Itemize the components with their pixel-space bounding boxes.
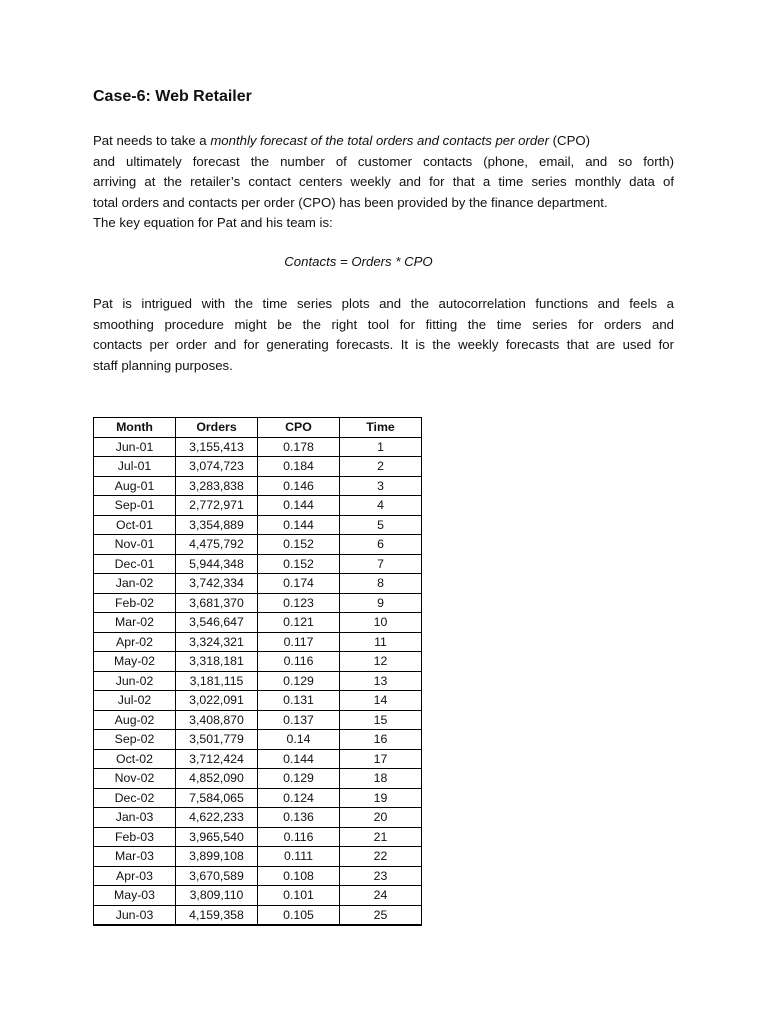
cell-month: Dec-01 <box>94 554 176 574</box>
table-row <box>94 710 422 730</box>
table-row <box>94 788 422 808</box>
cell-time: 16 <box>340 730 422 750</box>
cell-cpo: 0.129 <box>258 769 340 789</box>
table-row <box>94 866 422 886</box>
table-row <box>94 593 422 613</box>
second-line-1: Pat is intrigued with the time series plots and the autocorrelation functions and feels a <box>93 296 674 311</box>
cell-month: Dec-02 <box>94 788 176 808</box>
cell-cpo: 0.178 <box>258 437 340 457</box>
cell-cpo: 0.117 <box>258 632 340 652</box>
table-row <box>94 827 422 847</box>
cell-cpo: 0.146 <box>258 476 340 496</box>
table-row <box>94 515 422 535</box>
cell-cpo: 0.144 <box>258 749 340 769</box>
cell-cpo: 0.121 <box>258 613 340 633</box>
table-row <box>94 886 422 906</box>
second-line-4: staff planning purposes. <box>93 357 233 373</box>
cell-time: 25 <box>340 905 422 925</box>
cell-orders: 3,318,181 <box>176 652 258 672</box>
cell-time: 2 <box>340 457 422 477</box>
table-row <box>94 613 422 633</box>
cell-orders: 2,772,971 <box>176 496 258 516</box>
cell-month: Apr-03 <box>94 866 176 886</box>
cell-cpo: 0.105 <box>258 905 340 925</box>
table-row <box>94 847 422 867</box>
table-row <box>94 671 422 691</box>
table-row <box>94 457 422 477</box>
intro-line-1-start: Pat needs to take a <box>93 133 211 148</box>
cell-cpo: 0.124 <box>258 788 340 808</box>
cell-time: 1 <box>340 437 422 457</box>
cell-month: May-03 <box>94 886 176 906</box>
cell-orders: 4,852,090 <box>176 769 258 789</box>
cell-time: 10 <box>340 613 422 633</box>
table-header-row <box>94 418 422 438</box>
table-row <box>94 535 422 555</box>
cell-time: 7 <box>340 554 422 574</box>
table-row <box>94 437 422 457</box>
second-line-3: contacts per order and for generating forecasts. It is the weekly forecasts that are used for <box>93 337 674 352</box>
cell-time: 19 <box>340 788 422 808</box>
cell-time: 17 <box>340 749 422 769</box>
cell-cpo: 0.137 <box>258 710 340 730</box>
cell-time: 14 <box>340 691 422 711</box>
cell-time: 13 <box>340 671 422 691</box>
key-equation: Contacts = Orders * CPO <box>284 254 433 269</box>
intro-line-3: arriving at the retailer’s contact centers weekly and for that a time series monthly data of <box>93 174 674 189</box>
table-row <box>94 632 422 652</box>
cell-time: 22 <box>340 847 422 867</box>
cell-orders: 3,155,413 <box>176 437 258 457</box>
cell-orders: 3,742,334 <box>176 574 258 594</box>
cell-time: 20 <box>340 808 422 828</box>
table-body <box>94 437 422 925</box>
intro-line-4: total orders and contacts per order (CPO) has been provided by the finance department. <box>93 194 608 210</box>
cell-cpo: 0.136 <box>258 808 340 828</box>
cell-orders: 3,324,321 <box>176 632 258 652</box>
table-row <box>94 476 422 496</box>
cell-orders: 4,159,358 <box>176 905 258 925</box>
table-row <box>94 905 422 925</box>
table-row <box>94 769 422 789</box>
cell-time: 24 <box>340 886 422 906</box>
cell-time: 5 <box>340 515 422 535</box>
cell-time: 23 <box>340 866 422 886</box>
table-row <box>94 652 422 672</box>
cell-cpo: 0.174 <box>258 574 340 594</box>
cell-cpo: 0.111 <box>258 847 340 867</box>
cell-cpo: 0.129 <box>258 671 340 691</box>
cell-month: Jan-03 <box>94 808 176 828</box>
intro-line-1-end: (CPO) <box>548 133 591 148</box>
cell-orders: 3,408,870 <box>176 710 258 730</box>
cell-orders: 4,475,792 <box>176 535 258 555</box>
cell-time: 8 <box>340 574 422 594</box>
table-row <box>94 730 422 750</box>
cell-month: Apr-02 <box>94 632 176 652</box>
header-time: Time <box>340 418 422 438</box>
cell-month: Mar-03 <box>94 847 176 867</box>
cell-cpo: 0.108 <box>258 866 340 886</box>
cell-month: Sep-02 <box>94 730 176 750</box>
cell-orders: 3,712,424 <box>176 749 258 769</box>
cell-month: Nov-01 <box>94 535 176 555</box>
cell-orders: 5,944,348 <box>176 554 258 574</box>
cell-orders: 3,074,723 <box>176 457 258 477</box>
table-row <box>94 574 422 594</box>
table-row <box>94 808 422 828</box>
cell-orders: 3,181,115 <box>176 671 258 691</box>
page-title: Case-6: Web Retailer <box>93 88 252 105</box>
intro-paragraph <box>93 131 674 234</box>
cell-time: 3 <box>340 476 422 496</box>
cell-cpo: 0.116 <box>258 652 340 672</box>
cell-month: Aug-01 <box>94 476 176 496</box>
table-row <box>94 496 422 516</box>
cell-orders: 3,022,091 <box>176 691 258 711</box>
cell-orders: 3,283,838 <box>176 476 258 496</box>
cell-orders: 3,965,540 <box>176 827 258 847</box>
intro-line-1-emphasis: monthly forecast of the total orders and contacts per order <box>210 133 549 148</box>
cell-cpo: 0.152 <box>258 535 340 555</box>
cell-cpo: 0.144 <box>258 515 340 535</box>
cell-time: 18 <box>340 769 422 789</box>
cell-month: Aug-02 <box>94 710 176 730</box>
cell-time: 12 <box>340 652 422 672</box>
cell-time: 9 <box>340 593 422 613</box>
intro-line-1 <box>93 131 674 152</box>
cell-cpo: 0.152 <box>258 554 340 574</box>
cell-orders: 3,501,779 <box>176 730 258 750</box>
cell-time: 11 <box>340 632 422 652</box>
cell-orders: 7,584,065 <box>176 788 258 808</box>
cell-orders: 4,622,233 <box>176 808 258 828</box>
cell-orders: 3,354,889 <box>176 515 258 535</box>
cell-month: Jul-02 <box>94 691 176 711</box>
cell-cpo: 0.116 <box>258 827 340 847</box>
cell-orders: 3,670,589 <box>176 866 258 886</box>
cell-cpo: 0.123 <box>258 593 340 613</box>
cell-cpo: 0.131 <box>258 691 340 711</box>
intro-line-2: and ultimately forecast the number of customer contacts (phone, email, and so forth) <box>93 153 674 169</box>
cell-month: Oct-01 <box>94 515 176 535</box>
cell-cpo: 0.14 <box>258 730 340 750</box>
second-paragraph <box>93 294 674 376</box>
cell-month: Jul-01 <box>94 457 176 477</box>
cell-cpo: 0.144 <box>258 496 340 516</box>
table-row <box>94 691 422 711</box>
cell-month: Feb-03 <box>94 827 176 847</box>
cell-month: Jun-01 <box>94 437 176 457</box>
cell-time: 4 <box>340 496 422 516</box>
cell-time: 21 <box>340 827 422 847</box>
cell-time: 15 <box>340 710 422 730</box>
header-cpo: CPO <box>258 418 340 438</box>
cell-month: Jun-03 <box>94 905 176 925</box>
header-orders: Orders <box>176 418 258 438</box>
orders-cpo-table <box>93 417 422 926</box>
cell-orders: 3,681,370 <box>176 593 258 613</box>
table-row <box>94 554 422 574</box>
intro-line-5: The key equation for Pat and his team is: <box>93 215 333 230</box>
cell-month: Oct-02 <box>94 749 176 769</box>
cell-month: Mar-02 <box>94 613 176 633</box>
cell-month: May-02 <box>94 652 176 672</box>
cell-month: Nov-02 <box>94 769 176 789</box>
cell-time: 6 <box>340 535 422 555</box>
cell-month: Sep-01 <box>94 496 176 516</box>
cell-month: Jun-02 <box>94 671 176 691</box>
cell-orders: 3,809,110 <box>176 886 258 906</box>
cell-cpo: 0.101 <box>258 886 340 906</box>
cell-orders: 3,546,647 <box>176 613 258 633</box>
cell-cpo: 0.184 <box>258 457 340 477</box>
cell-month: Jan-02 <box>94 574 176 594</box>
cell-orders: 3,899,108 <box>176 847 258 867</box>
table-row <box>94 749 422 769</box>
cell-month: Feb-02 <box>94 593 176 613</box>
second-line-2: smoothing procedure might be the right tool for fitting the time series for orders and <box>93 316 674 332</box>
header-month: Month <box>94 418 176 438</box>
